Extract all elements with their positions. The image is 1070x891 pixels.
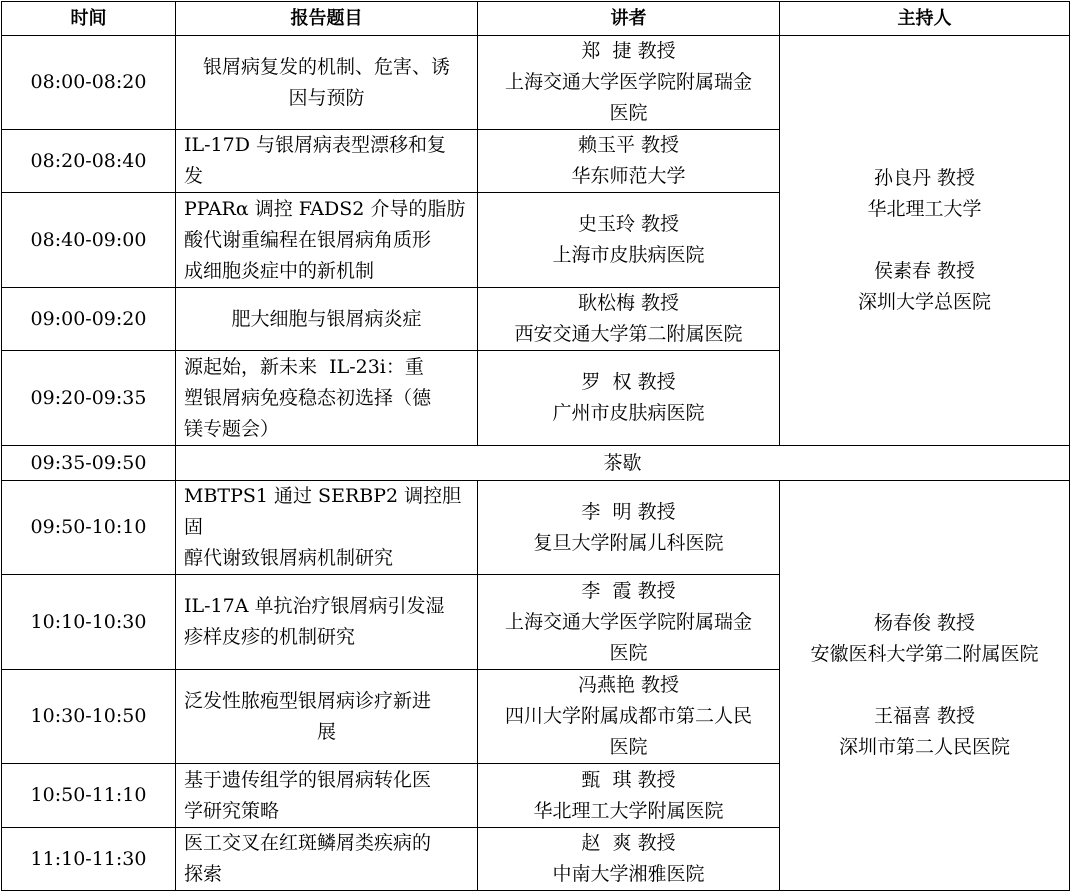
host-name: 王福喜 — [873, 705, 931, 727]
speaker-name: 郑 捷 — [581, 40, 632, 62]
topic-line: 医工交叉在红斑鳞屑类疾病的 — [184, 832, 432, 854]
speaker-cell — [478, 130, 780, 193]
speaker-name: 耿松梅 — [577, 292, 635, 314]
speaker-affil-line: 医院 — [609, 102, 648, 124]
host-name: 杨春俊 — [873, 612, 931, 634]
speaker-affil-line: 上海交通大学医学院附属瑞金 — [504, 71, 752, 93]
host-affil: 深圳市第二人民医院 — [838, 736, 1010, 758]
speaker-name: 赵 爽 — [581, 832, 632, 854]
topic-line: 酸代谢重编程在银屑病角质形 — [184, 228, 432, 251]
table-row-break — [2, 446, 1070, 481]
speaker-title: 教授 — [637, 40, 676, 62]
speaker-name-line — [486, 209, 771, 240]
speaker-title: 教授 — [637, 832, 676, 854]
host-name-line — [788, 608, 1061, 639]
header-row — [2, 2, 1070, 36]
host-title: 教授 — [937, 167, 976, 189]
speaker-cell — [478, 193, 780, 288]
table-row — [2, 36, 1070, 130]
time-cell: 08:40-09:00 — [2, 193, 176, 288]
speaker-cell — [478, 828, 780, 891]
host-affil: 深圳大学总医院 — [857, 291, 991, 313]
speaker-name: 史玉玲 — [577, 213, 635, 235]
topic-line: 学研究策略 — [184, 799, 280, 822]
topic-line: 塑银屑病免疫稳态初选择（德 — [184, 386, 432, 409]
topic-line: MBTPS1 通过 SERBP2 调控胆固 — [184, 485, 462, 538]
speaker-name-line — [486, 497, 771, 528]
speaker-cell — [478, 481, 780, 575]
topic-line: 展 — [316, 720, 336, 743]
speaker-name: 冯燕艳 — [577, 674, 635, 696]
host-name-line — [788, 163, 1061, 194]
host-name-line — [788, 256, 1061, 287]
speaker-affil-line: 上海交通大学医学院附属瑞金 — [504, 610, 752, 633]
topic-line: 探索 — [184, 863, 223, 885]
topic-cell — [176, 288, 478, 351]
speaker-name-line — [486, 36, 771, 67]
topic-line: 泛发性脓疱型银屑病诊疗新进 — [184, 689, 432, 712]
speaker-affil-line: 复旦大学附属儿科医院 — [533, 531, 724, 554]
time-cell: 09:50-10:10 — [2, 481, 176, 575]
host-name: 侯素春 — [873, 260, 931, 282]
topic-cell — [176, 130, 478, 193]
speaker-name-line — [486, 367, 771, 398]
speaker-cell — [478, 764, 780, 828]
speaker-affil-line: 华北理工大学附属医院 — [533, 799, 724, 822]
topic-line: 镁专题会） — [184, 417, 280, 440]
speaker-cell — [478, 575, 780, 670]
table-row — [2, 481, 1070, 575]
speaker-cell — [478, 670, 780, 764]
topic-line: 醇代谢致银屑病机制研究 — [184, 547, 394, 569]
header-host: 主持人 — [780, 2, 1070, 36]
speaker-cell — [478, 351, 780, 446]
speaker-title: 教授 — [641, 292, 680, 314]
speaker-affil-line: 医院 — [609, 736, 648, 758]
speaker-name-line — [486, 130, 771, 161]
topic-cell — [176, 670, 478, 764]
topic-line: 基于遗传组学的银屑病转化医 — [184, 768, 432, 791]
topic-line: IL-17A 单抗治疗银屑病引发湿 — [184, 595, 445, 617]
speaker-name-line — [486, 670, 771, 701]
speaker-name: 李 霞 — [581, 579, 632, 602]
host-cell-block-1 — [780, 36, 1070, 446]
time-cell: 10:50-11:10 — [2, 764, 176, 828]
host-title: 教授 — [937, 705, 976, 727]
speaker-affil-line: 四川大学附属成都市第二人民 — [504, 705, 752, 727]
topic-line: 发 — [184, 165, 204, 187]
topic-cell — [176, 575, 478, 670]
speaker-title: 教授 — [637, 371, 676, 393]
speaker-affil-line: 华东师范大学 — [571, 165, 686, 187]
host-spacer — [788, 670, 1061, 701]
speaker-title: 教授 — [641, 674, 680, 696]
host-spacer — [788, 225, 1061, 256]
speaker-affil-line: 西安交通大学第二附属医院 — [514, 323, 743, 345]
topic-cell — [176, 36, 478, 130]
topic-line: 肥大细胞与银屑病炎症 — [231, 307, 422, 330]
speaker-name-line — [486, 576, 771, 607]
host-title: 教授 — [937, 612, 976, 634]
speaker-affil-line: 医院 — [609, 641, 648, 664]
header-time: 时间 — [2, 2, 176, 36]
speaker-name: 罗 权 — [581, 371, 632, 393]
speaker-name-line — [486, 765, 771, 796]
time-cell: 10:30-10:50 — [2, 670, 176, 764]
time-cell: 08:20-08:40 — [2, 130, 176, 193]
host-name-line — [788, 701, 1061, 732]
host-title: 教授 — [937, 260, 976, 282]
speaker-name: 甄 琪 — [581, 768, 632, 791]
host-cell-block-2 — [780, 481, 1070, 891]
topic-cell — [176, 351, 478, 446]
time-cell: 09:35-09:50 — [2, 446, 176, 481]
speaker-cell — [478, 288, 780, 351]
topic-line: 银屑病复发的机制、危害、诱 — [202, 55, 450, 78]
time-cell: 08:00-08:20 — [2, 36, 176, 130]
speaker-affil-line: 中南大学湘雅医院 — [552, 863, 705, 885]
header-speaker: 讲者 — [478, 2, 780, 36]
time-cell: 09:20-09:35 — [2, 351, 176, 446]
speaker-cell — [478, 36, 780, 130]
topic-cell — [176, 481, 478, 575]
host-affil: 安徽医科大学第二附属医院 — [810, 643, 1039, 665]
topic-line: 源起始，新未来 IL-23i：重 — [184, 355, 424, 378]
speaker-title: 教授 — [637, 579, 676, 602]
topic-line: 疹样皮疹的机制研究 — [184, 626, 356, 648]
host-affil: 华北理工大学 — [867, 198, 982, 220]
topic-cell — [176, 828, 478, 891]
speaker-name-line — [486, 828, 771, 859]
speaker-title: 教授 — [637, 768, 676, 791]
speaker-affil-line: 上海市皮肤病医院 — [552, 244, 705, 266]
time-cell: 09:00-09:20 — [2, 288, 176, 351]
topic-line: 成细胞炎症中的新机制 — [184, 259, 375, 282]
speaker-title: 教授 — [641, 213, 680, 235]
speaker-title: 教授 — [641, 134, 680, 156]
topic-line: 因与预防 — [288, 86, 365, 109]
speaker-name: 赖玉平 — [577, 134, 635, 156]
schedule-table — [1, 1, 1070, 891]
speaker-name: 李 明 — [581, 500, 632, 523]
break-cell: 茶歇 — [176, 446, 1070, 481]
speaker-title: 教授 — [637, 500, 676, 523]
time-cell: 10:10-10:30 — [2, 575, 176, 670]
topic-cell — [176, 193, 478, 288]
time-cell: 11:10-11:30 — [2, 828, 176, 891]
header-topic: 报告题目 — [176, 2, 478, 36]
topic-cell — [176, 764, 478, 828]
speaker-affil-line: 广州市皮肤病医院 — [552, 402, 705, 424]
host-name: 孙良丹 — [873, 167, 931, 189]
topic-line: IL-17D 与银屑病表型漂移和复 — [184, 134, 446, 156]
topic-line: PPARα 调控 FADS2 介导的脂肪 — [184, 197, 466, 220]
speaker-name-line — [486, 288, 771, 319]
